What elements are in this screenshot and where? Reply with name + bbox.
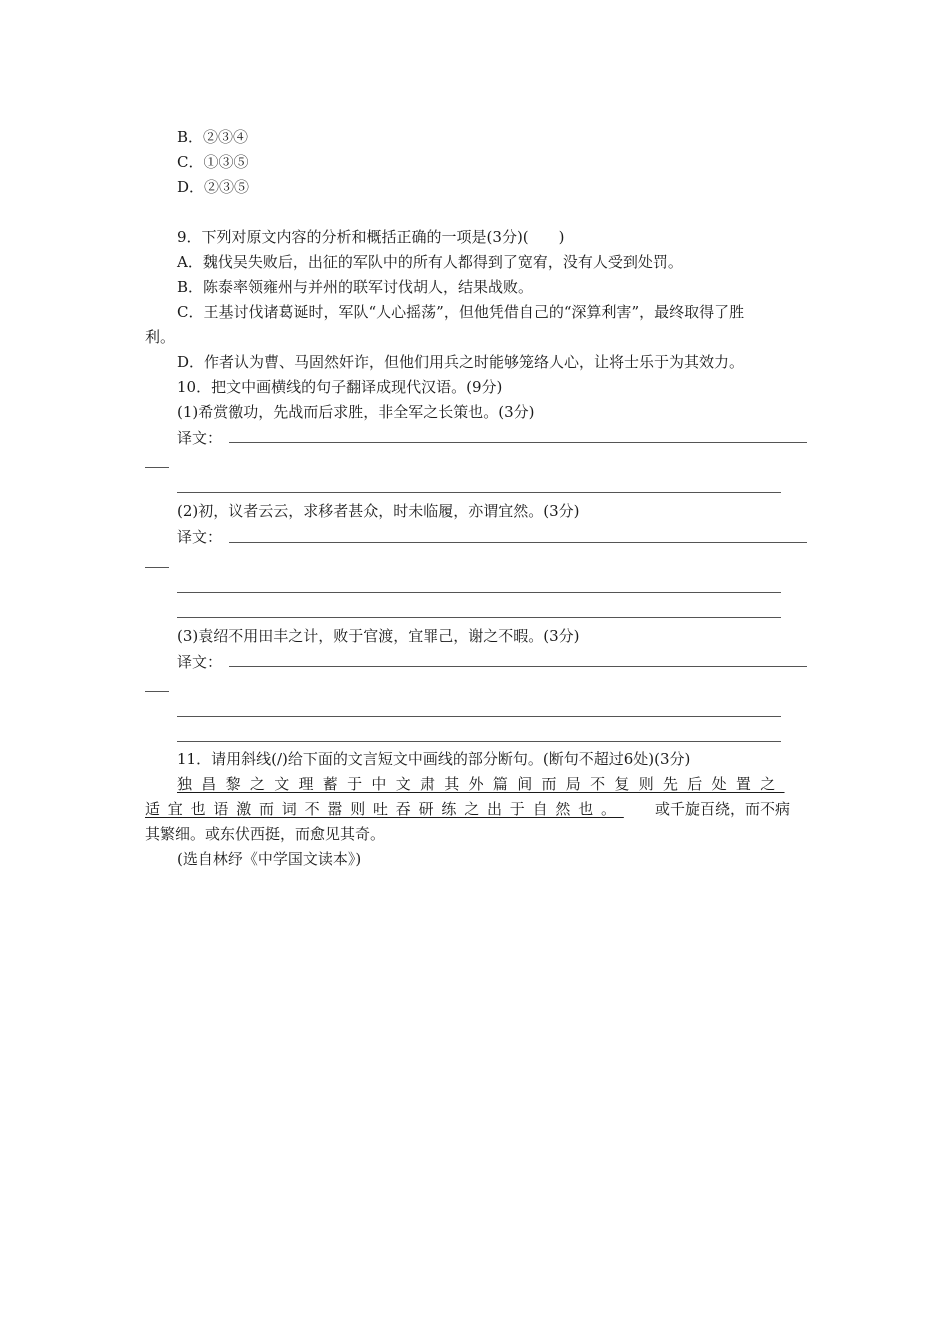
q10-2-answer-line-2[interactable] (177, 592, 781, 593)
q10-3-answer-line-tail (145, 691, 169, 692)
q9-option-c: C．王基讨伐诸葛诞时，军队“人心摇荡”，但他凭借自己的“深算利害”，最终取得了胜 (177, 303, 745, 321)
q11-passage-line2-underlined: 适宜也语激而词不嚣则吐吞研练之出于自然也。 (145, 800, 624, 818)
q10-3-answer-line-3[interactable] (177, 741, 781, 742)
q10-2-answer-line-1[interactable] (229, 542, 807, 543)
q10-1-answer-line-tail (145, 467, 169, 468)
q10-3-answer-line-2[interactable] (177, 716, 781, 717)
q9-option-c-cont: 利。 (145, 328, 176, 346)
q10-part1: (1)希赏徼功，先战而后求胜，非全军之长策也。(3分) (177, 403, 535, 421)
q11-source: (选自林纾《中学国文读本》) (177, 850, 362, 868)
q10-1-translation-label: 译文： (177, 429, 223, 447)
q10-stem: 10．把文中画横线的句子翻译成现代汉语。(9分) (177, 378, 503, 396)
q10-2-answer-line-3[interactable] (177, 617, 781, 618)
q10-3-answer-line-1[interactable] (229, 666, 807, 667)
q9-stem: 9．下列对原文内容的分析和概括正确的一项是(3分)( ) (177, 228, 565, 246)
q9-option-a: A．魏伐吴失败后，出征的军队中的所有人都得到了宽宥，没有人受到处罚。 (177, 253, 683, 271)
q10-part2: (2)初，议者云云，求移者甚众，时未临履，亦谓宜然。(3分) (177, 502, 580, 520)
q8-option-b: B．②③④ (177, 128, 249, 146)
q8-option-d: D．②③⑤ (177, 178, 250, 196)
q10-part3: (3)袁绍不用田丰之计，败于官渡，宜罪己，谢之不暇。(3分) (177, 627, 580, 645)
q9-option-d: D．作者认为曹、马固然奸诈，但他们用兵之时能够笼络人心，让将士乐于为其效力。 (177, 353, 745, 371)
q11-passage-line2-rest: 或千旋百绕，而不病 (655, 800, 791, 818)
q11-passage-line1-underlined: 独昌黎之文理蓄于中文肃其外篇间而局不复则先后处置之 (177, 775, 785, 793)
q11-passage-line3: 其繁细。或东伏西挺，而愈见其奇。 (145, 825, 386, 843)
q10-1-answer-line-2[interactable] (177, 492, 781, 493)
q11-stem: 11．请用斜线(/)给下面的文言短文中画线的部分断句。(断句不超过6处)(3分) (177, 750, 691, 768)
q10-3-translation-label: 译文： (177, 653, 223, 671)
q10-2-answer-line-tail (145, 567, 169, 568)
q8-option-c: C．①③⑤ (177, 153, 249, 171)
q9-option-b: B．陈泰率领雍州与并州的联军讨伐胡人，结果战败。 (177, 278, 534, 296)
q10-1-answer-line-1[interactable] (229, 442, 807, 443)
q10-2-translation-label: 译文： (177, 528, 223, 546)
